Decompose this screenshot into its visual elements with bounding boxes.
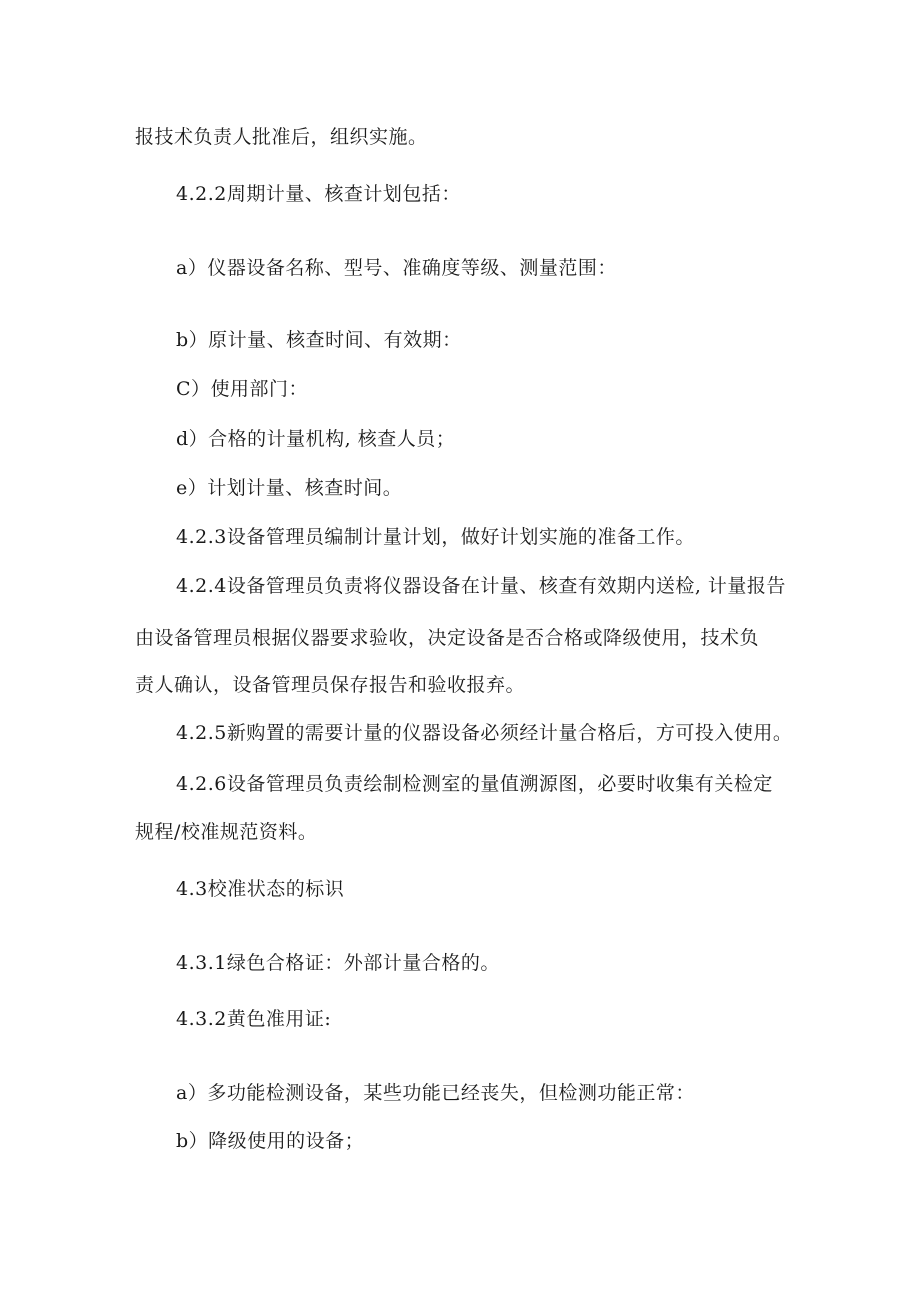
text-line: 4.2.2周期计量、核查计划包括： bbox=[176, 183, 461, 205]
text-line: 4.2.4设备管理员负责将仪器设备在计量、核查有效期内送检, 计量报告 bbox=[176, 575, 786, 597]
text-line: b）降级使用的设备； bbox=[176, 1130, 365, 1152]
text-line: C）使用部门： bbox=[176, 378, 309, 400]
text-line: d）合格的计量机构, 核查人员； bbox=[176, 428, 456, 450]
text-line: 由设备管理员根据仪器要求验收，决定设备是否合格或降级使用，技术负 bbox=[135, 627, 760, 649]
text-line: 4.2.3设备管理员编制计量计划，做好计划实施的准备工作。 bbox=[176, 526, 695, 548]
text-line: 4.2.6设备管理员负责绘制检测室的量值溯源图，必要时收集有关检定 bbox=[176, 773, 773, 795]
text-line: 4.2.5新购置的需要计量的仪器设备必须经计量合格后，方可投入使用。 bbox=[176, 722, 793, 744]
text-line: 4.3.1绿色合格证：外部计量合格的。 bbox=[176, 952, 500, 974]
text-line: e）计划计量、核查时间。 bbox=[176, 477, 403, 499]
text-line: a）多功能检测设备，某些功能已经丧失，但检测功能正常： bbox=[176, 1082, 695, 1104]
section-heading: 4.3校准状态的标识 bbox=[176, 878, 345, 900]
text-line: 责人确认，设备管理员保存报告和验收报弃。 bbox=[135, 674, 526, 696]
text-line: a）仪器设备名称、型号、准确度等级、测量范围： bbox=[176, 257, 617, 279]
text-line: 4.3.2黄色准用证: bbox=[176, 1008, 332, 1030]
text-line: 规程/校准规范资料。 bbox=[135, 821, 318, 843]
text-line: 报技术负责人批准后，组织实施。 bbox=[135, 126, 428, 148]
text-line: b）原计量、核查时间、有效期： bbox=[176, 329, 462, 351]
